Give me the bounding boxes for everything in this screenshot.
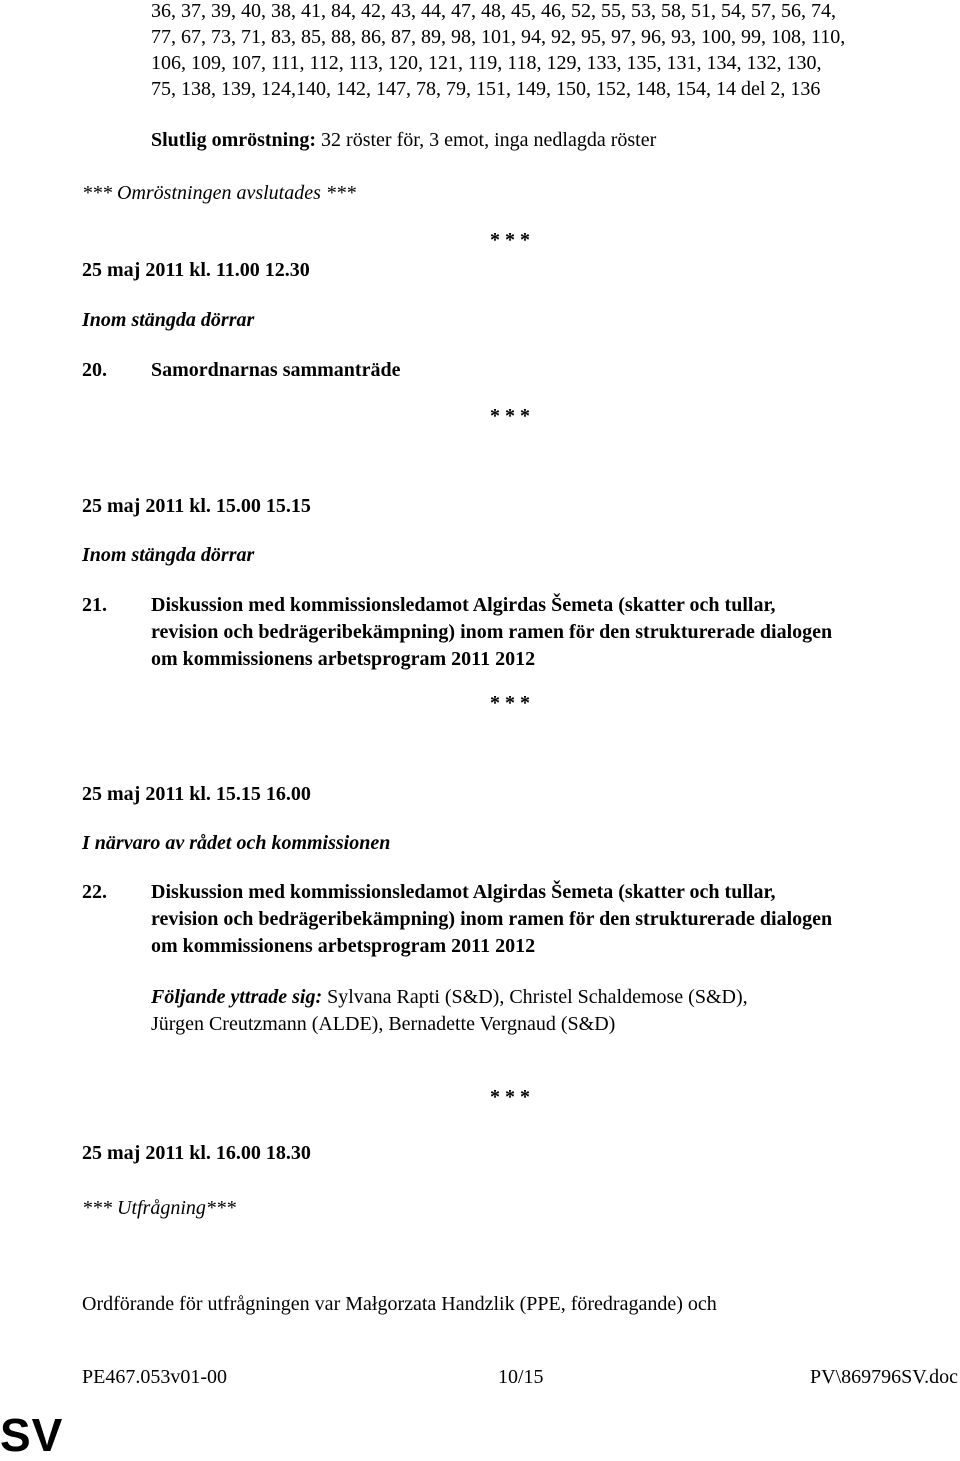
session-date: 25 maj 2011 kl. 11.00 12.30 <box>82 259 310 281</box>
speakers-label: Följande yttrade sig: <box>151 986 323 1008</box>
item-number: 20. <box>82 359 107 381</box>
session-mode: Inom stängda dörrar <box>82 544 255 566</box>
session-mode: I närvaro av rådet och kommissionen <box>82 832 391 854</box>
vote-list-line: 36, 37, 39, 40, 38, 41, 84, 42, 43, 44, 47, 48, 45, 46, 52, 55, 53, 58, 51, 54, 57, 56, 74, <box>151 0 836 22</box>
language-code: SV <box>0 1409 64 1461</box>
item-title-line: Diskussion med kommissionsledamot Algirdas Šemeta (skatter och tullar, <box>151 594 776 616</box>
item-number: 22. <box>82 881 107 903</box>
speakers <box>151 984 748 1010</box>
item-title-line: revision och bedrägeribekämpning) inom ramen för den strukturerade dialogen <box>151 621 833 643</box>
item-title-line: Diskussion med kommissionsledamot Algirdas Šemeta (skatter och tullar, <box>151 881 776 903</box>
section-separator: * * * <box>490 405 530 427</box>
session-date: 25 maj 2011 kl. 15.00 15.15 <box>82 495 311 517</box>
footer-filename: PV\869796SV.doc <box>810 1366 958 1388</box>
vote-closed-note: *** Omröstningen avslutades *** <box>82 182 356 204</box>
item-title: Samordnarnas sammanträde <box>151 359 401 381</box>
final-vote-label: Slutlig omröstning: <box>151 129 317 151</box>
session-mode: Inom stängda dörrar <box>82 309 255 331</box>
speakers-list: Sylvana Rapti (S&D), Christel Schaldemose (S&D), <box>322 986 748 1008</box>
item-title-line: om kommissionens arbetsprogram 2011 2012 <box>151 648 536 670</box>
hearing-heading: *** Utfrågning*** <box>82 1197 236 1219</box>
item-title-line: revision och bedrägeribekämpning) inom ramen för den strukturerade dialogen <box>151 908 833 930</box>
final-vote <box>151 127 656 153</box>
vote-list-line: 106, 109, 107, 111, 112, 113, 120, 121, 119, 118, 129, 133, 135, 131, 134, 132, 130, <box>151 52 822 74</box>
vote-list-line: 75, 138, 139, 124,140, 142, 147, 78, 79, 151, 149, 150, 152, 148, 154, 14 del 2, 136 <box>151 78 821 100</box>
speakers-list-cont: Jürgen Creutzmann (ALDE), Bernadette Vergnaud (S&D) <box>151 1013 616 1035</box>
section-separator: * * * <box>490 229 530 251</box>
session-date: 25 maj 2011 kl. 16.00 18.30 <box>82 1142 311 1164</box>
session-date: 25 maj 2011 kl. 15.15 16.00 <box>82 783 311 805</box>
footer-page-number: 10/15 <box>498 1366 544 1388</box>
item-title-line: om kommissionens arbetsprogram 2011 2012 <box>151 935 536 957</box>
final-vote-result: 32 röster för, 3 emot, inga nedlagda röster <box>316 129 657 151</box>
section-separator: * * * <box>490 1086 530 1108</box>
item-number: 21. <box>82 594 107 616</box>
vote-list-line: 77, 67, 73, 71, 83, 85, 88, 86, 87, 89, 98, 101, 94, 92, 95, 97, 96, 93, 100, 99, 108, 110, <box>151 26 846 48</box>
hearing-text: Ordförande för utfrågningen var Małgorzata Handzlik (PPE, föredragande) och <box>82 1293 717 1315</box>
section-separator: * * * <box>490 692 530 714</box>
footer-reference: PE467.053v01-00 <box>82 1366 227 1388</box>
